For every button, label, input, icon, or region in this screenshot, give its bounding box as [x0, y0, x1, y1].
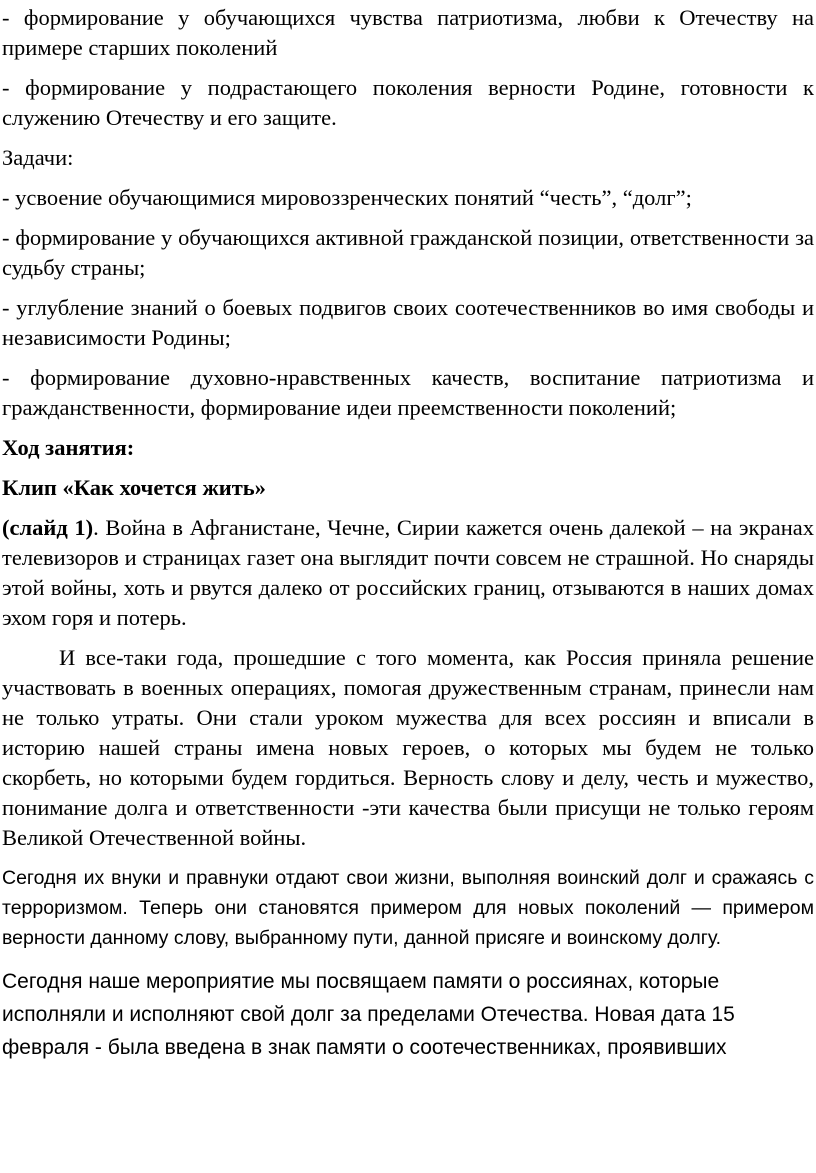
paragraph-slide-1 [2, 513, 814, 633]
paragraph-task-concepts: - усвоение обучающимися мировоззренческих понятий “честь”, “долг”; [2, 185, 692, 210]
paragraph-slide-1-text: . Война в Афганистане, Чечне, Сирии кажется очень далекой – на экранах телевизоров и страницах газет она выглядит почти совсем не страшной. Но снаряды этой войны, хоть и рвутся далеко от российских границ, отзываются в наших домах эхом горя и потерь. [2, 515, 814, 630]
paragraph-grandchildren: Сегодня их внуки и правнуки отдают свои жизни, выполняя воинский долг и сражаясь с терроризмом. Теперь они становятся примером для новых поколений — примером верности данному слову, выбранному пути, данной присяге и воинскому долгу. [2, 867, 814, 949]
paragraph-task-moral-qualities: - формирование духовно-нравственных качеств, воспитание патриотизма и гражданственности, формирование идеи преемственности поколений; [2, 365, 814, 420]
paragraph-goal-loyalty: - формирование у подрастающего поколения верности Родине, готовности к служению Отечеству и его защите. [2, 75, 814, 130]
paragraph-memorial-event: Сегодня наше мероприятие мы посвящаем памяти о россиянах, которые исполняли и исполняют свой долг за пределами Отечества. Новая дата 15 февраля - была введена в знак памяти о соотечественниках, проявивших [2, 970, 735, 1059]
heading-lesson-course: Ход занятия: [2, 435, 135, 460]
paragraph-heroes: И все-таки года, прошедшие с того момента, как Россия приняла решение участвовать в военных операциях, помогая дружественным странам, принесли нам не только утраты. Они стали уроком мужества для всех россиян и вписали в историю нашей страны имена новых героев, о которых мы будем не только скорбеть, но которыми будем гордиться. Верность слову и делу, честь и мужество, понимание долга и ответственности -эти качества были присущи не только героям Великой Отечественной войны. [2, 645, 814, 850]
heading-clip-title: Клип «Как хочется жить» [2, 475, 266, 500]
slide-label: (слайд 1) [2, 515, 94, 540]
paragraph-task-civic-position: - формирование у обучающихся активной гражданской позиции, ответственности за судьбу страны; [2, 225, 814, 280]
paragraph-goal-patriotism: - формирование у обучающихся чувства патриотизма, любви к Отечеству на примере старших поколений [2, 5, 814, 60]
paragraph-tasks-heading: Задачи: [2, 145, 74, 170]
paragraph-task-knowledge: - углубление знаний о боевых подвигов своих соотечественников во имя свободы и независимости Родины; [2, 295, 814, 350]
